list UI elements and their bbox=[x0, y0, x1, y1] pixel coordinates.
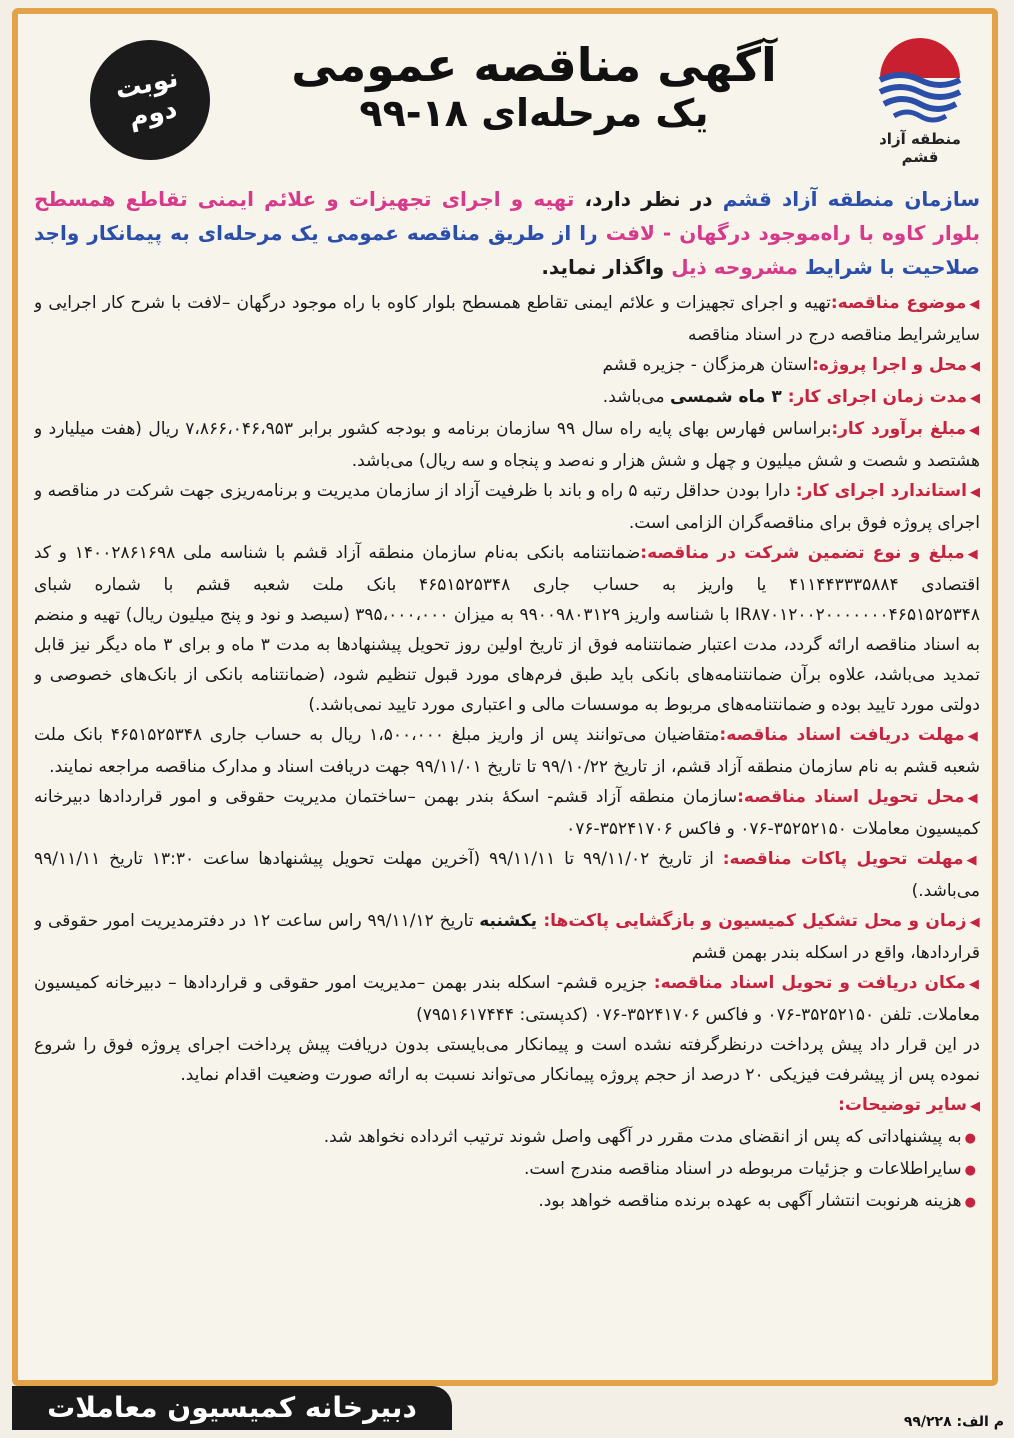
dot-icon: ● bbox=[964, 1131, 976, 1146]
bullet-icon: ◀ bbox=[969, 297, 980, 312]
item-heading: مهلت تحویل پاکات مناقصه: bbox=[722, 849, 964, 869]
intro-org: سازمان منطقه آزاد قشم bbox=[722, 187, 980, 211]
item-text: ضمانتنامه بانکی به‌نام سازمان منطقه آزاد قشم با شناسه ملی ۱۴۰۰۲۸۶۱۶۹۸ و کد اقتصادی ۴۱۱۴۴۳۳۳۵۸۸۴ یا واریز به حساب جاری ۴۶۵۱۵۲۵۳۴۸ بانک ملت شعبه قشم با شماره شبای IR۸۷۰۱۲۰۰۲۰۰۰۰۰۰۰۴۶۵۱۵۲۵۳۴۸ با شناسه واریز ۹۹۰۰۹۸۰۳۱۲۹ به میزان ۳۹۵،۰۰۰،۰۰۰ (سیصد و نود و پنج میلیون ریال) تهیه و منضم به اسناد مناقصه ارائه گردد، مدت اعتبار ضمانتنامه فوق از تاریخ اولین روز تحویل پیشنهادها به مدت ۳ ماه و برای ۳ ماه دیگر نیز قابل تمدید می‌باشد، علاوه برآن ضمانتنامه‌های بانکی باید طبق فرم‌های مورد قبول تنظیم شود، (ضمانتنامه بانکی از بانک‌های خصوصی و دولتی مورد تایید بوده و ضمانتنامه‌های مربوط به موسسات مالی و اعتباری مورد تایید نمی‌باشد.) bbox=[34, 543, 980, 715]
item-text: از تاریخ ۹۹/۱۱/۰۲ تا ۹۹/۱۱/۱۱ (آخرین مهلت تحویل پیشنهادها ساعت ۱۳:۳۰ تاریخ ۹۹/۱۱/۱۱ می‌باشد.) bbox=[34, 849, 980, 901]
item-bold: یکشنبه bbox=[479, 911, 544, 931]
prepayment-paragraph: در این قرار داد پیش پرداخت درنظرگرفته نشده است و پیمانکار می‌بایستی بدون دریافت پیش پرداخت اجرای پروژه فوق را شروع نموده پس از پیشرفت فیزیکی ۲۰ درصد از حجم پروژه پیمانکار می‌تواند نسبت به ارائه صورت وضعیت اقدام نماید. bbox=[34, 1035, 980, 1085]
item-duration bbox=[34, 382, 980, 414]
item-text: جزیره قشم- اسکله بندر بهمن –مدیریت امور حقوقی و قراردادها – دبیرخانه کمیسیون معاملات. تلفن ۳۵۲۵۲۱۵۰-۰۷۶ و فاکس ۳۵۲۴۱۷۰۶-۰۷۶ (کدپستی: ۷۹۵۱۶۱۷۴۴۴) bbox=[34, 973, 980, 1025]
notice-body bbox=[34, 182, 980, 1372]
item-text: براساس فهارس بهای پایه راه سال ۹۹ سازمان برنامه و بودجه کشور برابر ۷،۸۶۶،۰۴۶،۹۵۳ ریال (هفت میلیارد و هشتصد و شصت و شش میلیون و چهل و شش هزار و نه‌صد و پنجاه و سه ریال) می‌باشد. bbox=[34, 419, 980, 471]
item-text: دارا بودن حداقل رتبه ۵ راه و باند با ظرفیت آزاد از سازمان مدیریت و برنامه‌ریزی جهت شرکت در مناقصه و اجرای پروژه فوق برای مناقصه‌گران الزامی است. bbox=[34, 481, 980, 533]
notes-title: سایر توضیحات: bbox=[838, 1095, 967, 1115]
note-item bbox=[34, 1186, 976, 1218]
bullet-icon: ◀ bbox=[967, 791, 980, 806]
item-heading: موضوع مناقصه: bbox=[830, 293, 967, 313]
bullet-icon: ◀ bbox=[970, 1099, 980, 1114]
item-standard bbox=[34, 476, 980, 538]
item-heading: مدت زمان اجرای کار: bbox=[787, 387, 967, 407]
intro-paragraph bbox=[34, 182, 980, 284]
intro-text-3: واگذار نماید. bbox=[541, 255, 672, 279]
dot-icon: ● bbox=[964, 1195, 976, 1210]
badge-line2: دوم bbox=[126, 93, 180, 134]
item-heading: محل و اجرا پروژه: bbox=[812, 355, 967, 375]
bullet-icon: ◀ bbox=[970, 359, 980, 374]
dot-icon: ● bbox=[964, 1163, 976, 1178]
bullet-icon: ◀ bbox=[969, 915, 980, 930]
page-subtitle: یک مرحله‌ای ۱۸-۹۹ bbox=[359, 90, 709, 135]
item-address bbox=[34, 968, 980, 1030]
bullet-icon: ◀ bbox=[967, 547, 980, 562]
page-title-block bbox=[274, 40, 794, 136]
item-opening bbox=[34, 906, 980, 968]
item-heading: مبلغ و نوع تضمین شرکت در مناقصه: bbox=[640, 543, 965, 563]
intro-text-2: را از طریق مناقصه عمومی یک مرحله‌ای به پیمانکار واجد صلاحیت با شرایط bbox=[34, 221, 980, 279]
badge-line1: نوبت bbox=[112, 63, 181, 106]
item-subject bbox=[34, 288, 980, 350]
note-item bbox=[34, 1154, 976, 1186]
bullet-icon: ◀ bbox=[967, 729, 980, 744]
intro-conditions: مشروحه ذیل bbox=[671, 255, 798, 279]
intro-project: تهیه و اجرای تجهیزات و علائم ایمنی تقاطع همسطح بلوار کاوه با راه‌موجود درگهان - لافت bbox=[34, 187, 980, 245]
item-heading: مهلت دریافت اسناد مناقصه: bbox=[719, 725, 965, 745]
item-estimate bbox=[34, 414, 980, 476]
round-badge bbox=[79, 29, 221, 171]
note-text: به پیشنهاداتی که پس از انقضای مدت مقرر در آگهی واصل شوند ترتیب اثرداده نخواهد شد. bbox=[323, 1127, 962, 1147]
reference-number: م الف: ۹۹/۲۲۸ bbox=[903, 1414, 1004, 1430]
note-text: سایراطلاعات و جزئیات مربوطه در اسناد مناقصه مندرج است. bbox=[523, 1159, 962, 1179]
item-document-delivery bbox=[34, 782, 980, 844]
logo-caption: منطقه آزاد قشم bbox=[879, 130, 961, 166]
item-text: سازمان منطقه آزاد قشم- اسکهٔ بندر بهمن –ساختمان مدیریت حقوقی و امور قراردادها دبیرخانه کمیسیون معاملات ۳۵۲۵۲۱۵۰-۰۷۶ و فاکس ۳۵۲۴۱۷۰۶-۰۷۶ bbox=[34, 787, 980, 839]
bullet-icon: ◀ bbox=[969, 485, 980, 500]
item-heading: مکان دریافت و تحویل اسناد مناقصه: bbox=[653, 973, 966, 993]
bullet-icon: ◀ bbox=[968, 977, 980, 992]
item-document-deadline bbox=[34, 720, 980, 782]
notes-heading bbox=[34, 1090, 980, 1122]
item-heading: محل تحویل اسناد مناقصه: bbox=[737, 787, 965, 807]
note-text: هزینه هرنوبت انتشار آگهی به عهده برنده مناقصه خواهد بود. bbox=[538, 1191, 962, 1211]
note-item bbox=[34, 1122, 976, 1154]
item-guarantee bbox=[34, 538, 980, 720]
item-heading: زمان و محل تشکیل کمیسیون و بازگشایی پاکت‌ها: bbox=[543, 911, 967, 931]
item-envelope-deadline bbox=[34, 844, 980, 906]
item-text: می‌باشد. bbox=[602, 387, 670, 407]
item-heading: مبلغ برآورد کار: bbox=[831, 419, 966, 439]
item-location bbox=[34, 350, 980, 382]
item-text: متقاضیان می‌توانند پس از واریز مبلغ ۱،۵۰۰،۰۰۰ ریال به حساب جاری ۴۶۵۱۵۲۵۳۴۸ بانک ملت شعبه قشم به نام سازمان منطقه آزاد قشم، از تاریخ ۹۹/۱۰/۲۲ تا تاریخ ۹۹/۱۱/۰۱ جهت دریافت اسناد و مدارک مناقصه مراجعه نمایند. bbox=[34, 725, 980, 777]
item-text: استان هرمزگان - جزیره قشم bbox=[602, 355, 813, 375]
footer-bar: دبیرخانه کمیسیون معاملات bbox=[12, 1386, 452, 1430]
item-text: تهیه و اجرای تجهیزات و علائم ایمنی تقاطع همسطح بلوار کاوه با راه موجود درگهان –لافت با شرح کار اجرایی و سایرشرایط مناقصه درج در اسناد مناقصه bbox=[34, 293, 980, 345]
page-title: آگهی مناقصه عمومی bbox=[291, 38, 777, 92]
bullet-icon: ◀ bbox=[968, 423, 980, 438]
item-heading: استاندارد اجرای کار: bbox=[795, 481, 967, 501]
intro-text-1: در نظر دارد، bbox=[574, 187, 723, 211]
bullet-icon: ◀ bbox=[966, 853, 980, 868]
qeshm-free-zone-logo bbox=[860, 30, 980, 166]
item-bold: ۳ ماه شمسی bbox=[669, 387, 788, 407]
bullet-icon: ◀ bbox=[970, 391, 980, 406]
item-text: تاریخ ۹۹/۱۱/۱۲ راس ساعت ۱۲ در دفترمدیریت امور حقوقی و قراردادها، واقع در اسکله بندر بهمن قشم bbox=[34, 911, 980, 963]
header bbox=[20, 20, 994, 170]
logo-emblem-icon bbox=[870, 30, 970, 126]
